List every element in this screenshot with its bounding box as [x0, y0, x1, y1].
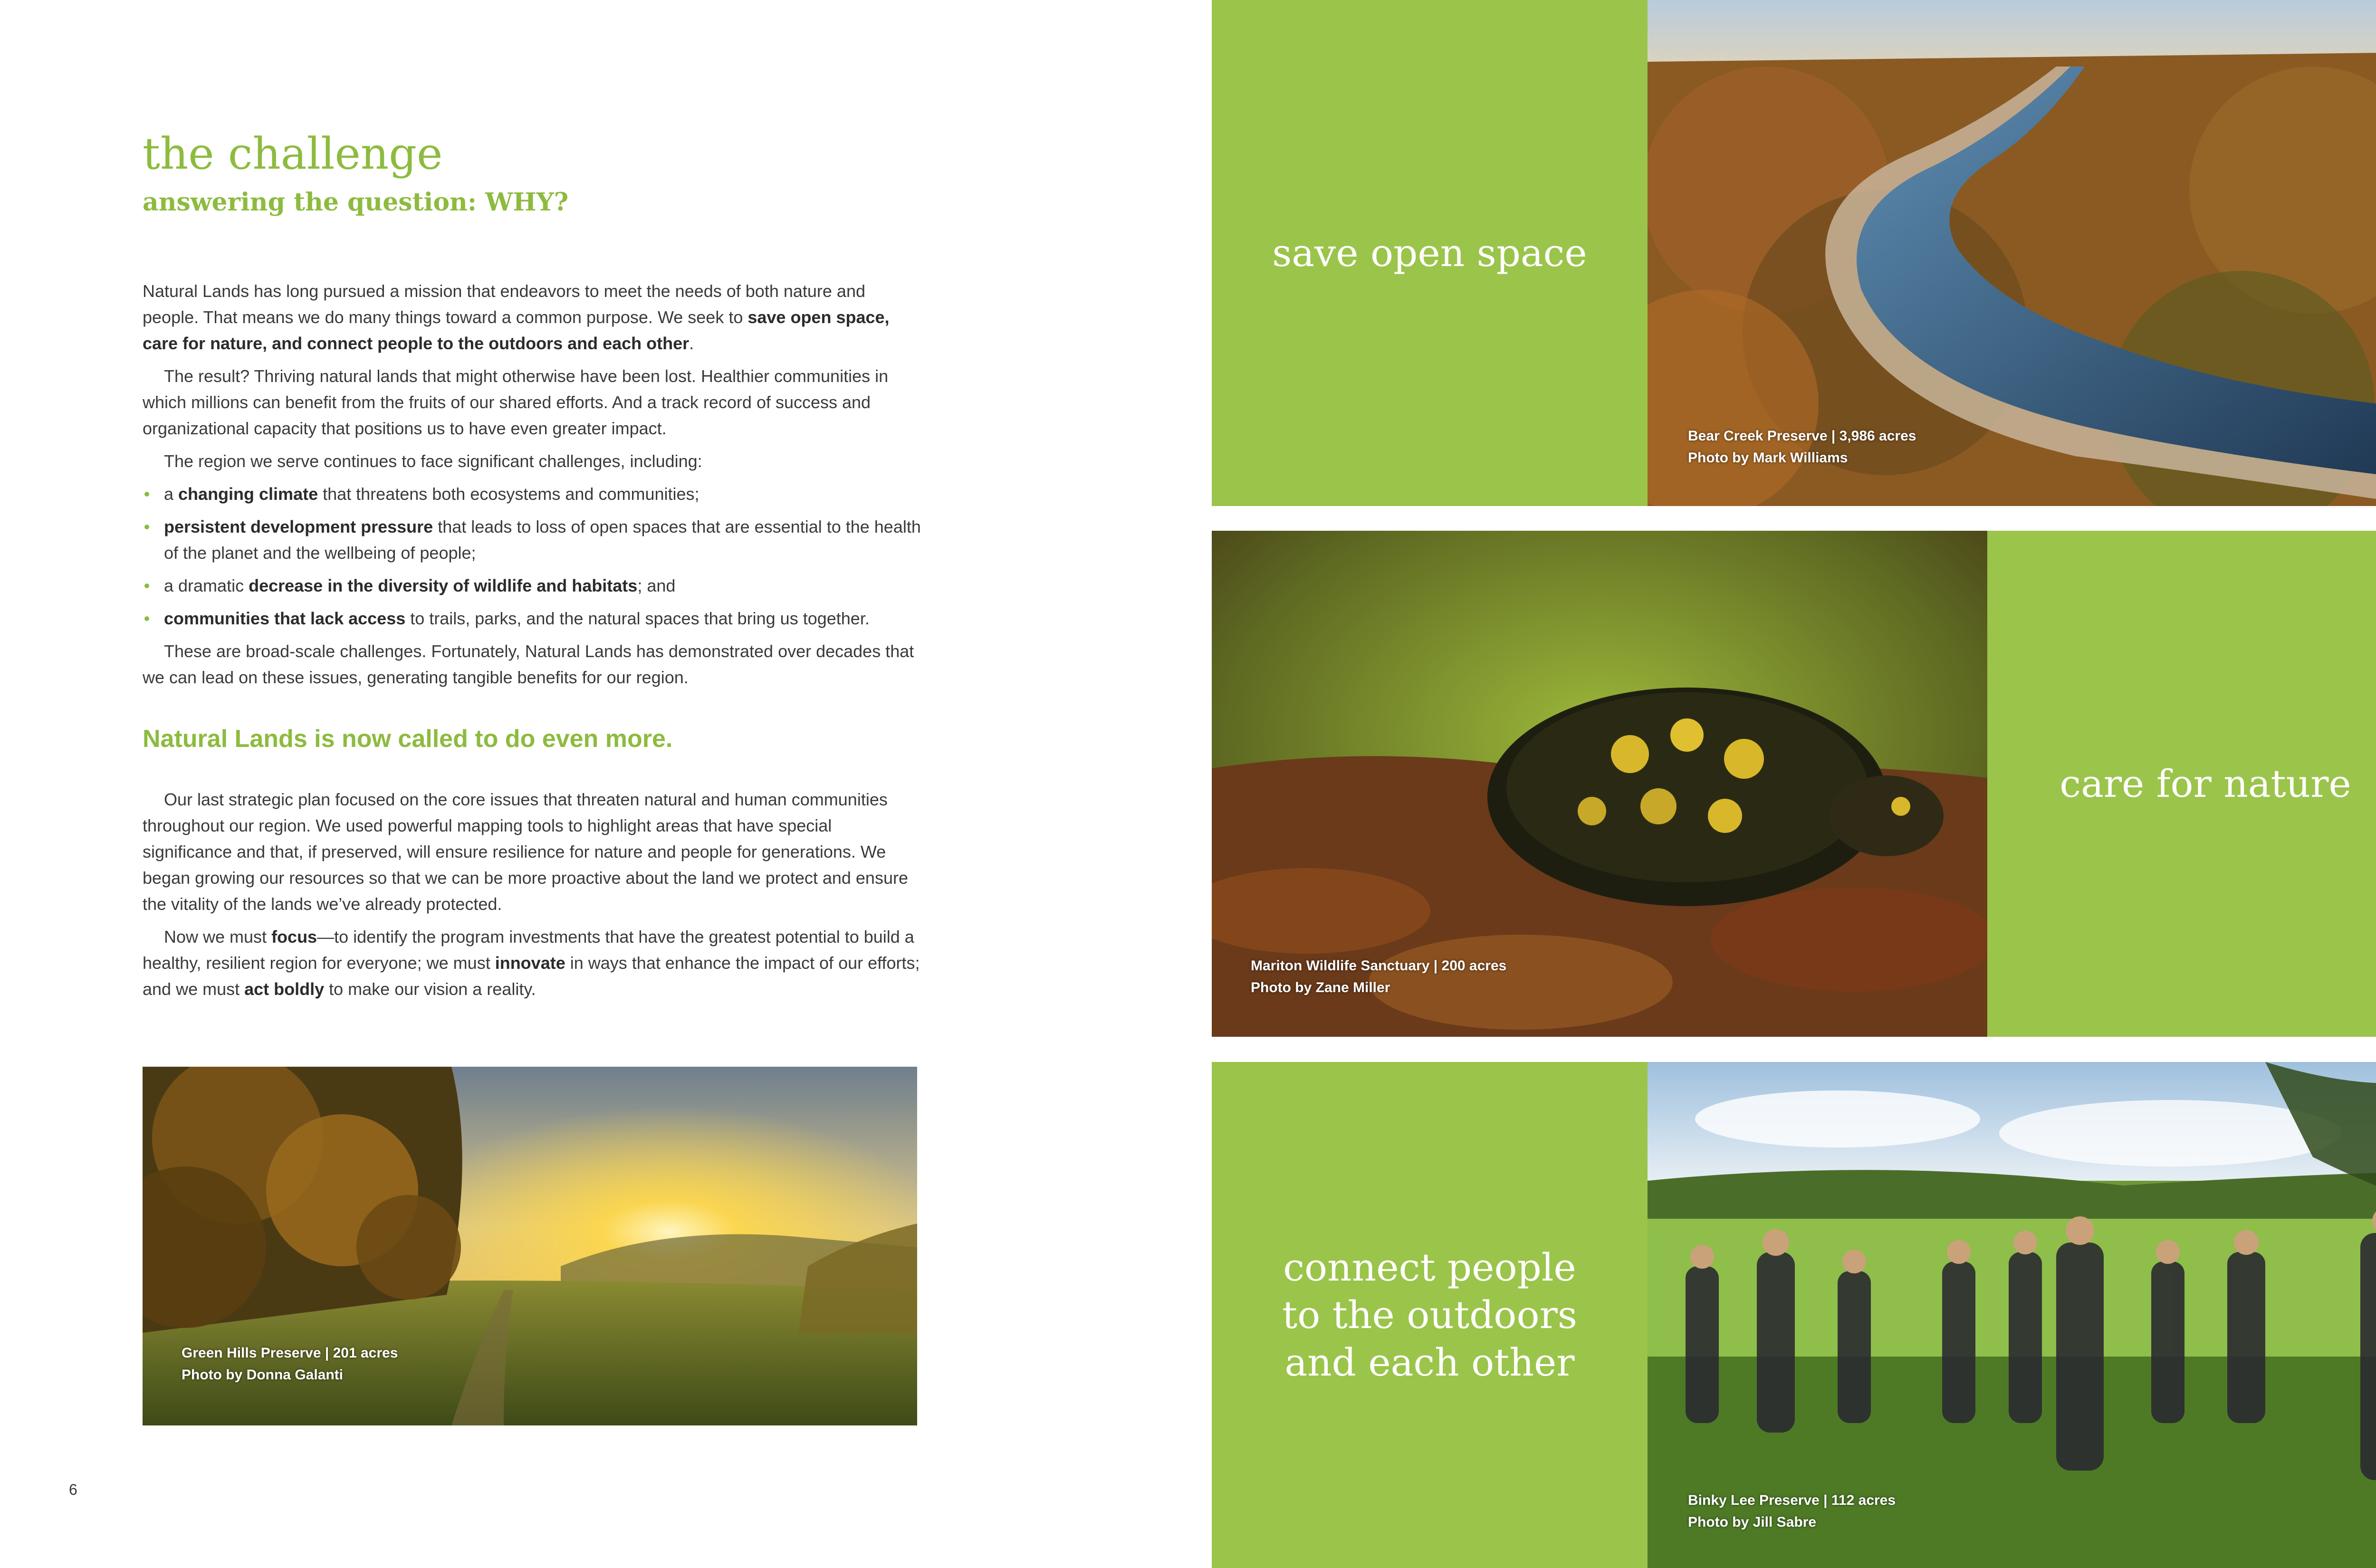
- bullet-icon: [144, 525, 149, 529]
- list-item: a changing climate that threatens both ecosystems and communities;: [143, 481, 922, 507]
- photo-caption: Binky Lee Preserve | 112 acres Photo by Jill Sabre: [1688, 1492, 1896, 1530]
- region-paragraph: The region we serve continues to face significant challenges, including:: [164, 451, 702, 471]
- broad-scale-paragraph: These are broad-scale challenges. Fortunately, Natural Lands has demonstrated over decades that we can lead on these issues, generating tangible benefits for our region.: [143, 641, 914, 687]
- photo-caption: Mariton Wildlife Sanctuary | 200 acres Photo by Zane Miller: [1251, 958, 1507, 995]
- callout-heading: Natural Lands is now called to do even more.: [143, 725, 673, 753]
- care-for-nature-panel: [1987, 531, 2376, 1037]
- panel-label: connect people to the outdoors and each other: [1282, 1245, 1577, 1385]
- green-hills-photo: [143, 1067, 917, 1425]
- connect-people-panel: [1212, 1062, 1648, 1568]
- binky-lee-photo: [1648, 1062, 2376, 1568]
- list-item: persistent development pressure that leads to loss of open spaces that are essential to the health of the planet and the wellbeing of people;: [143, 514, 922, 566]
- strategic-plan-paragraph: Our last strategic plan focused on the core issues that threaten natural and human communities throughout our region. We used powerful mapping tools to highlight areas that have special significance and that, if preserved, will ensure resilience for nature and people for generations. We began growing our resources so that we can be more proactive about the land we protect and ensure the vitality of the lands we’ve already protected.: [143, 790, 908, 914]
- bullet-icon: [144, 583, 149, 588]
- right-page: [1212, 0, 2376, 1568]
- photo-caption: Bear Creek Preserve | 3,986 acres Photo by Mark Williams: [1688, 428, 1916, 466]
- intro-paragraph: Natural Lands has long pursued a mission that endeavors to meet the needs of both nature and people. That means we do many things toward a common purpose. We seek to save open space, care for nature, and connect people to the outdoors and each other.: [143, 281, 890, 353]
- bullet-icon: [144, 492, 149, 497]
- focus-paragraph: Now we must focus—to identify the program investments that have the greatest potential to build a healthy, resilient region for everyone; we must innovate in ways that enhance the impact of our efforts; and we must act boldly to make our vision a reality.: [143, 927, 920, 999]
- save-open-space-panel: [1212, 0, 1648, 506]
- mariton-photo: [1212, 531, 1987, 1037]
- mission-statement: save open space, care for nature, and connect people to the outdoors and each other: [143, 307, 890, 353]
- page-title: the challenge: [143, 128, 443, 179]
- photo-caption: Green Hills Preserve | 201 acres Photo by Donna Galanti: [182, 1345, 398, 1383]
- list-item: communities that lack access to trails, parks, and the natural spaces that bring us together.: [143, 605, 922, 631]
- panel-label: care for nature: [2060, 761, 2351, 806]
- page-number: 6: [69, 1481, 77, 1498]
- panel-label: save open space: [1272, 230, 1587, 275]
- bullet-icon: [144, 616, 149, 621]
- challenges-list: [143, 481, 922, 631]
- result-paragraph: The result? Thriving natural lands that might otherwise have been lost. Healthier communities in which millions can benefit from the fruits of our shared efforts. And a track record of success and organizational capacity that positions us to have even greater impact.: [143, 366, 889, 438]
- bear-creek-photo: [1648, 0, 2376, 506]
- page-subtitle: answering the question: WHY?: [143, 188, 569, 217]
- strategy-section: [143, 786, 922, 1009]
- intro-section: [143, 278, 922, 697]
- list-item: a dramatic decrease in the diversity of wildlife and habitats; and: [143, 573, 922, 599]
